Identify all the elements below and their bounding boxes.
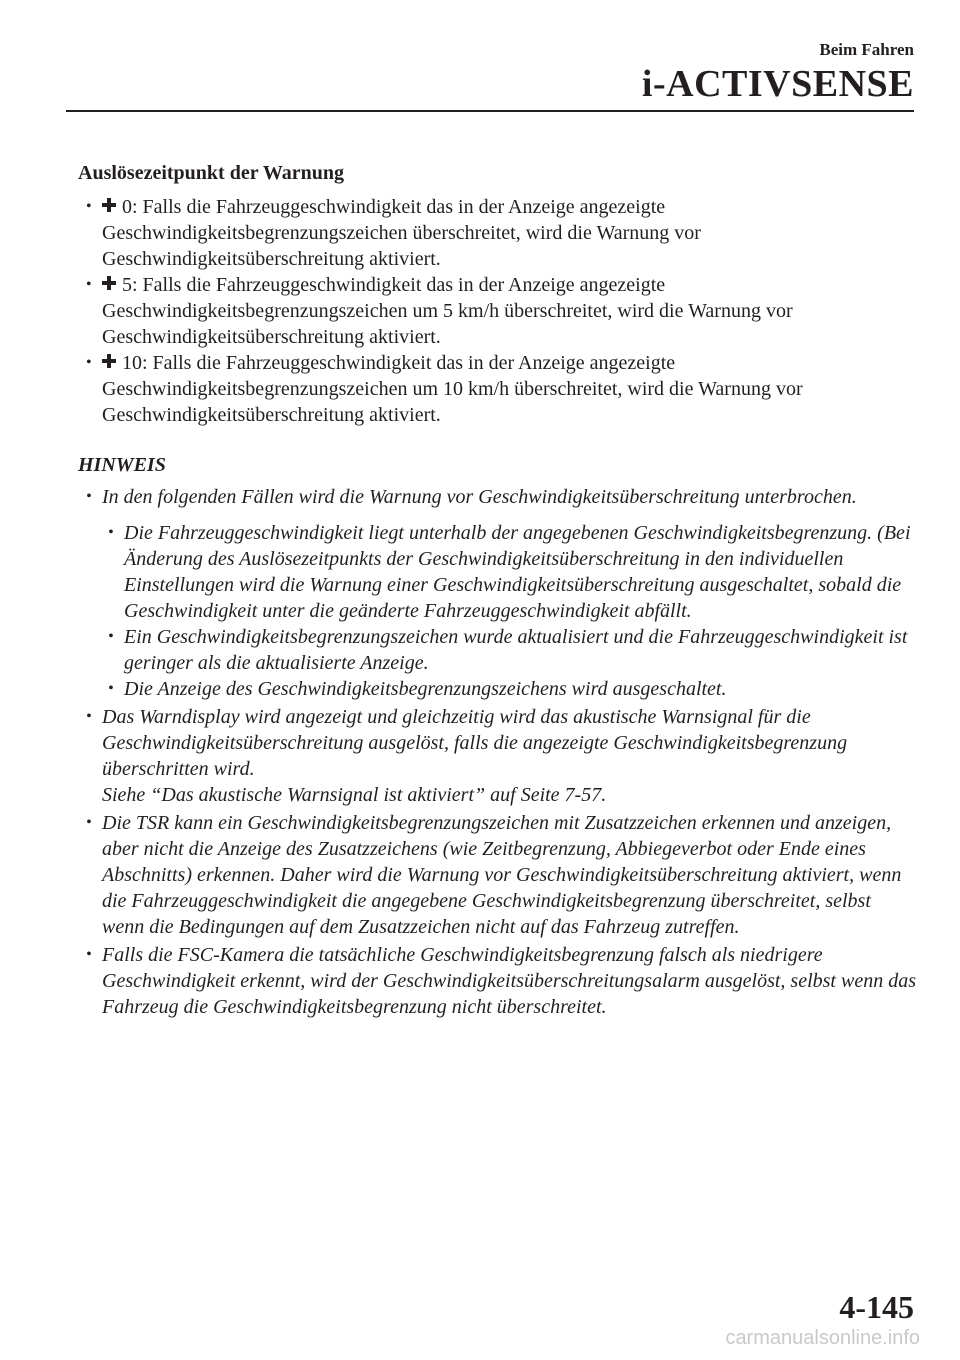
list-item <box>78 704 918 808</box>
note-intro: In den folgenden Fällen wird die Warnung vor Geschwindigkeitsüberschreitung unterbrochen. <box>102 486 857 508</box>
bullet-icon: • <box>108 680 114 697</box>
plus-icon <box>102 198 116 212</box>
sub-list-item <box>102 676 918 702</box>
bullet-icon: • <box>108 524 114 541</box>
item-text: : Falls die Fahrzeuggeschwindigkeit das in der Anzeige angezeigte Geschwindigkeitsbegrenzungszeichen um 5 km/h überschreitet, wird die Warnung vor Geschwindigkeitsüberschreitung aktiviert. <box>102 274 793 348</box>
page-number: 4-145 <box>839 1289 914 1325</box>
bullet-icon: • <box>86 946 92 963</box>
note-item-text: Falls die FSC-Kamera die tatsächliche Geschwindigkeitsbegrenzung falsch als niedrigere Geschwindigkeit erkennt, wird der Geschwindigkeitsüberschreitungsalarm ausgelöst, selbst wenn das Fahrzeug die Geschwindigkeitsbegrenzung nicht überschreitet. <box>102 944 916 1018</box>
list-item <box>78 942 918 1020</box>
sub-list-item <box>102 520 918 624</box>
list-item <box>78 272 918 350</box>
note-item-text: Das Warndisplay wird angezeigt und gleichzeitig wird das akustische Warnsignal für die Geschwindigkeitsüberschreitung ausgelöst, falls die angezeigte Geschwindigkeitsbegrenzung überschritten wird. <box>102 706 848 780</box>
section-heading: Auslösezeitpunkt der Warnung <box>78 162 344 184</box>
trigger-list <box>78 194 918 428</box>
bullet-icon: • <box>86 708 92 725</box>
note-title: HINWEIS <box>78 454 166 476</box>
bullet-icon: • <box>86 354 92 371</box>
item-text: : Falls die Fahrzeuggeschwindigkeit das in der Anzeige angezeigte Geschwindigkeitsbegrenzungszeichen um 10 km/h überschreitet, wird die Warnung vor Geschwindigkeitsüberschreitung aktiviert. <box>102 352 803 426</box>
watermark-text: carmanualsonline.info <box>725 1327 920 1349</box>
item-text: : Falls die Fahrzeuggeschwindigkeit das in der Anzeige angezeigte Geschwindigkeitsbegrenzungszeichen überschreitet, wird die Warnung vor Geschwindigkeitsüberschreitung aktiviert. <box>102 196 701 270</box>
bullet-icon: • <box>86 198 92 215</box>
bullet-icon: • <box>108 628 114 645</box>
chapter-title: Beim Fahren <box>819 40 914 59</box>
sub-item-text: Ein Geschwindigkeitsbegrenzungszeichen wurde aktualisiert und die Fahrzeuggeschwindigkeit ist geringer als die aktualisierte Anzeige. <box>124 626 908 674</box>
note-sublist <box>102 520 918 702</box>
plus-icon <box>102 354 116 368</box>
note-item-text: Die TSR kann ein Geschwindigkeitsbegrenzungszeichen mit Zusatzzeichen erkennen und anzeigen, aber nicht die Anzeige des Zusatzzeichens (wie Zeitbegrenzung, Abbiegeverbot oder Ende eines Abschnitts) erkennen. Daher wird die Warnung vor Geschwindigkeitsüberschreitung aktiviert, wenn die Fahrzeuggeschwindigkeit die angegebene Geschwindigkeitsbegrenzung überschreitet, selbst wenn die Bedingungen auf dem Zusatzzeichen nicht auf das Fahrzeug zutreffen. <box>102 812 902 938</box>
list-item <box>78 194 918 272</box>
cross-reference: Siehe “Das akustische Warnsignal ist aktiviert” auf Seite 7-57. <box>102 784 607 806</box>
bullet-icon: • <box>86 276 92 293</box>
list-item <box>78 810 918 940</box>
sub-item-text: Die Anzeige des Geschwindigkeitsbegrenzungszeichens wird ausgeschaltet. <box>124 678 727 700</box>
page-header <box>642 40 914 104</box>
list-item <box>78 484 918 702</box>
note-list <box>78 484 918 1020</box>
threshold-value: 0 <box>122 196 132 218</box>
list-item <box>78 350 918 428</box>
header-divider <box>66 110 914 112</box>
threshold-value: 5 <box>122 274 132 296</box>
plus-icon <box>102 276 116 290</box>
main-content <box>78 160 918 1022</box>
note-box <box>78 452 918 1020</box>
section-title: i-ACTIVSENSE <box>641 63 914 105</box>
bullet-icon: • <box>86 814 92 831</box>
threshold-value: 10 <box>122 352 142 374</box>
sub-item-text: Die Fahrzeuggeschwindigkeit liegt unterhalb der angegebenen Geschwindigkeitsbegrenzung. (Bei Änderung des Auslösezeitpunkts der Geschwindigkeitsüberschreitung in den individuellen Einstellungen wird die Warnung einer Geschwindigkeitsüberschreitung ausgeschaltet, sobald die Geschwindigkeit unter die geänderte Fahrzeuggeschwindigkeit abfällt. <box>124 522 911 622</box>
sub-list-item <box>102 624 918 676</box>
bullet-icon: • <box>86 488 92 505</box>
